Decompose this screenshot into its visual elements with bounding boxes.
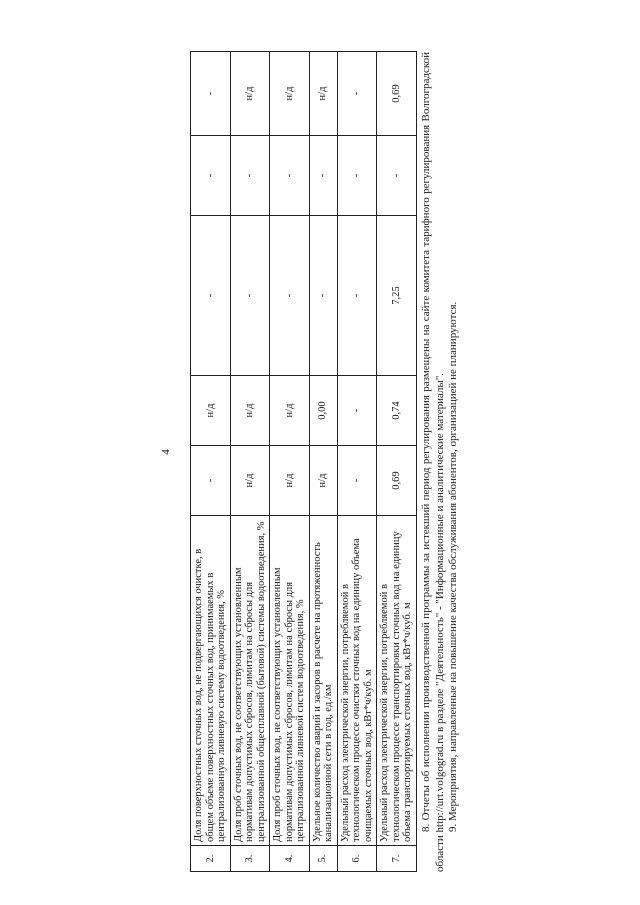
row-value-2: - xyxy=(337,376,377,446)
notes-section xyxy=(420,52,461,872)
row-description: Доля проб сточных вод, не соответствующих установленным нормативам допустимых сбросов, лимитам на сбросы для централизованной общесплавной (бытовой) системы водоотведения, % xyxy=(230,516,270,846)
table-row xyxy=(309,52,337,872)
row-number: 4. xyxy=(270,846,310,872)
row-value-5: н/д xyxy=(270,52,310,136)
row-value-2: н/д xyxy=(191,376,231,446)
row-number: 5. xyxy=(309,846,337,872)
note-8: 8. Отчеты об исполнении производственной программы за истекший период регулирования размещены на сайте комитета тарифного регулирования Волгоградской области http://urt.volgograd.ru в разделе "Деятельность" - "Информационные и аналитические материалы". xyxy=(420,52,446,872)
table-row xyxy=(230,52,270,872)
row-value-1: н/д xyxy=(230,446,270,516)
row-number: 3. xyxy=(230,846,270,872)
row-value-3: - xyxy=(270,216,310,376)
row-value-4: - xyxy=(230,136,270,216)
row-value-4: - xyxy=(191,136,231,216)
row-value-4: - xyxy=(337,136,377,216)
indicators-table xyxy=(190,51,417,872)
row-value-2: 0,74 xyxy=(377,376,417,446)
row-value-3: 7,25 xyxy=(377,216,417,376)
table-body xyxy=(191,52,417,872)
row-value-4: - xyxy=(309,136,337,216)
row-value-1: - xyxy=(191,446,231,516)
row-description: Доля проб сточных вод, не соответствующих установленным нормативам допустимых сбросов, лимитам на сбросы для централизованной ливневой систем водоотведения, % xyxy=(270,516,310,846)
row-value-5: - xyxy=(191,52,231,136)
table-row xyxy=(191,52,231,872)
row-value-1: 0,69 xyxy=(377,446,417,516)
row-description: Доля поверхностных сточных вод, не подвергающихся очистке, в общем объеме поверхностных сточных вод, принимаемых в централизованную ливневую систему водоотведения, % xyxy=(191,516,231,846)
document-page xyxy=(120,22,520,882)
row-value-2: 0,00 xyxy=(309,376,337,446)
row-value-4: - xyxy=(270,136,310,216)
row-value-4: - xyxy=(377,136,417,216)
row-value-3: - xyxy=(230,216,270,376)
row-value-5: н/д xyxy=(309,52,337,136)
row-number: 2. xyxy=(191,846,231,872)
row-value-1: н/д xyxy=(270,446,310,516)
table-row xyxy=(377,52,417,872)
row-description: Удельное количество аварий и засоров в расчете на протяженность канализационной сети в год, ед./км xyxy=(309,516,337,846)
row-value-2: н/д xyxy=(270,376,310,446)
row-value-1: - xyxy=(337,446,377,516)
row-value-5: н/д xyxy=(230,52,270,136)
row-value-5: 0,69 xyxy=(377,52,417,136)
row-number: 7. xyxy=(377,846,417,872)
row-value-3: - xyxy=(191,216,231,376)
row-number: 6. xyxy=(337,846,377,872)
table-row xyxy=(337,52,377,872)
row-value-3: - xyxy=(337,216,377,376)
note-9: 9. Мероприятия, направленные на повышение качества обслуживания абонентов, организацией не планируются. xyxy=(447,301,459,832)
row-value-3: - xyxy=(309,216,337,376)
row-value-2: н/д xyxy=(230,376,270,446)
row-value-5: - xyxy=(337,52,377,136)
row-description: Удельный расход электрической энергии, потребляемой в технологическом процессе транспортировки сточных вод на единицу объема транспортируемых сточных вод, кВт*ч/куб. м xyxy=(377,516,417,846)
row-value-1: н/д xyxy=(309,446,337,516)
page-number: 4 xyxy=(160,449,172,455)
row-description: Удельный расход электрической энергии, потребляемой в технологическом процессе очистки сточных вод на единицу объема очищаемых сточных вод, кВт*ч/куб. м xyxy=(337,516,377,846)
table-row xyxy=(270,52,310,872)
